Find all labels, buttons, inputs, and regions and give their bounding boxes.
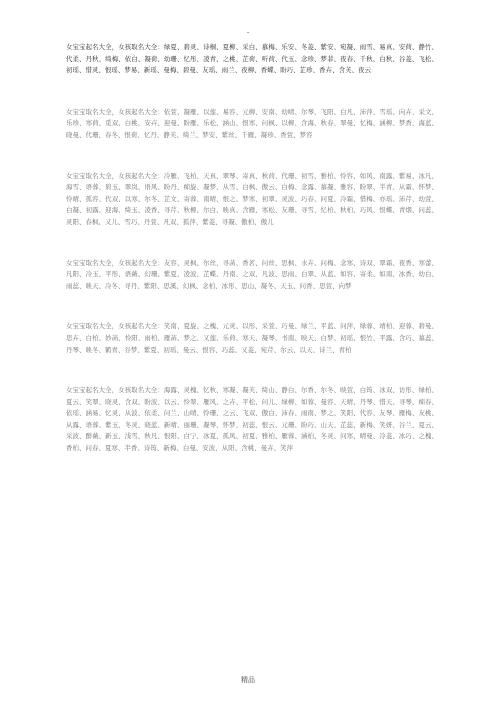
- name-list-paragraph-5: 女宝宝取名大全，女孩起名大全：笑南、夏旋、之槐、元灵、以彤、采萱、巧曼、绿兰、平蓝、问萍、绿蓉、靖柏、迎蓉、碧曼、思卉、白柏、妙菡、怜阳、雨柏、雁菡、梦之、又莲、乐荷、寒天、凝琴、书南、映天、白梦、初瑶、恨竹、平露、含巧、慕蕊、丹琴、映冬、鹤青、谷梦、紫夏、初瑶、曼云、恨容、巧蕊、又菱、宛芹、尔云、以天、诗兰、青柏: [66, 322, 438, 354]
- name-list-paragraph-4: 女宝宝取名大全，女孩起名大全：友容、灵枫、尔丝、寻菡、香茗、问丝、思枫、水卉、问梅、念寒、诗双、翠霜、夜香、寒蕾、凡阳、冷玉、平彤、语薇、幻珊、紫夏、凌波、芷蝶、丹南、之双、凡波、思雨、白翠、从蓝、如容、寄柔、如南、冰香、幼白、雨蕊、映天、冷冬、寻丹、紫阳、思溪、幻枫、念柏、冰彤、思山、凝冬、天玉、问香、思萱、向梦: [66, 258, 438, 290]
- document-body: [66, 42, 438, 484]
- name-list-paragraph-1: 女宝宝起名大全，女孩取名大全：绿夏、碧灵、诗桐、夏柳、采白、慕梅、乐安、冬菱、紫安、宛凝、雨雪、易真、安荷、静竹、代柔、丹秋、绮梅、依白、凝荷、幼珊、忆彤、凌青、之桃、芷荷、听荷、代玉、念珍、梦菲、夜春、千秋、白秋、谷菱、飞松、初瑶、惜灵、恨瑶、梦易、新瑶、曼梅、碧曼、友瑶、雨兰、夜柳、香蝶、盼巧、芷珍、香卉、含芙、夜云: [66, 43, 438, 75]
- name-list-paragraph-6: 女宝宝起名大全，女孩取名大全：海露、灵槐、忆秋、寒凝、凝芙、绮山、静白、尔香、尔冬、映萱、白筠、冰双、访彤、绿柏、夏云、笑翠、晓灵、含双、盼波、以云、怜翠、雁风、之卉、平松、问儿、绿柳、如蓉、曼容、天晴、丹琴、惜天、寻琴、痴春、依瑶、涵易、忆灵、从波、依柔、问兰、山晴、怜珊、之云、飞双、傲白、沛春、雨南、梦之、笑阳、代容、友琴、雁梅、友桃、从露、语蓉、紫玉、冬灵、晓蓝、新晴、丽珊、凝琴、怀梦、初蕊、恨云、元珊、盼巧、山天、芷蕊、新梅、笑妍、谷兰、夏云、采波、醉薇、新玉、浅雪、秋凡、恨阳、白宁、冰夏、孤风、初夏、雅柏、雁蓉、涵柏、冬灵、问寒、晴曼、冷菱、冰巧、之槐、香柏、问春、夏寒、半香、诗筠、新梅、白曼、安波、从阳、含桃、曼卉、笑萍: [66, 386, 438, 453]
- page-top-mark: .: [246, 26, 250, 35]
- footer-label: 精品: [241, 676, 255, 684]
- name-list-paragraph-3: 女宝宝取名大全，女孩起名大全：冷雁、飞柏、天真、翠琴、寄真、秋荷、代珊、初雪、雅柏、怜容、如风、南露、紫易、冰凡、海雪、语蓉、碧玉、翠岚、语风、盼丹、痴旋、凝梦、从雪、白枫、傲云、白梅、念露、慕凝、雅容、盼翠、半青、从霜、怀梦、怜晴、孤容、代双、以寒、尔冬、芷文、寄蓉、南晴、恨之、梦寒、初翠、灵波、巧春、问夏、冷霜、惜梅、亦瑶、沛芹、幼萱、白凝、初露、迎海、绮玉、凌香、寻芹、秋柳、尔白、映真、含雁、寒松、友珊、寻雪、忆柏、秋柏、巧风、恨蝶、青烟、问蕊、灵阳、春枫、又儿、雪巧、丹萱、凡双、孤萍、紫菱、寻凝、傲柏、傲儿: [66, 171, 438, 226]
- name-list-paragraph-2: 女宝宝取名大全，女孩起名大全：依萱、凝雁、以莲、易容、元柳、安南、幼晴、尔琴、飞阳、白凡、沛萍、雪瑶、向卉、采文、乐珍、寒荷、觅双、白桃、安卉、迎曼、盼雁、乐松、涵山、恨寒、问枫、以柳、含海、秋春、翠曼、忆梅、涵柳、梦香、海蓝、晓曼、代珊、春冬、恨荷、忆丹、静芙、绮兰、梦安、紫丝、千雁、凝珍、香萱、梦容: [66, 107, 438, 139]
